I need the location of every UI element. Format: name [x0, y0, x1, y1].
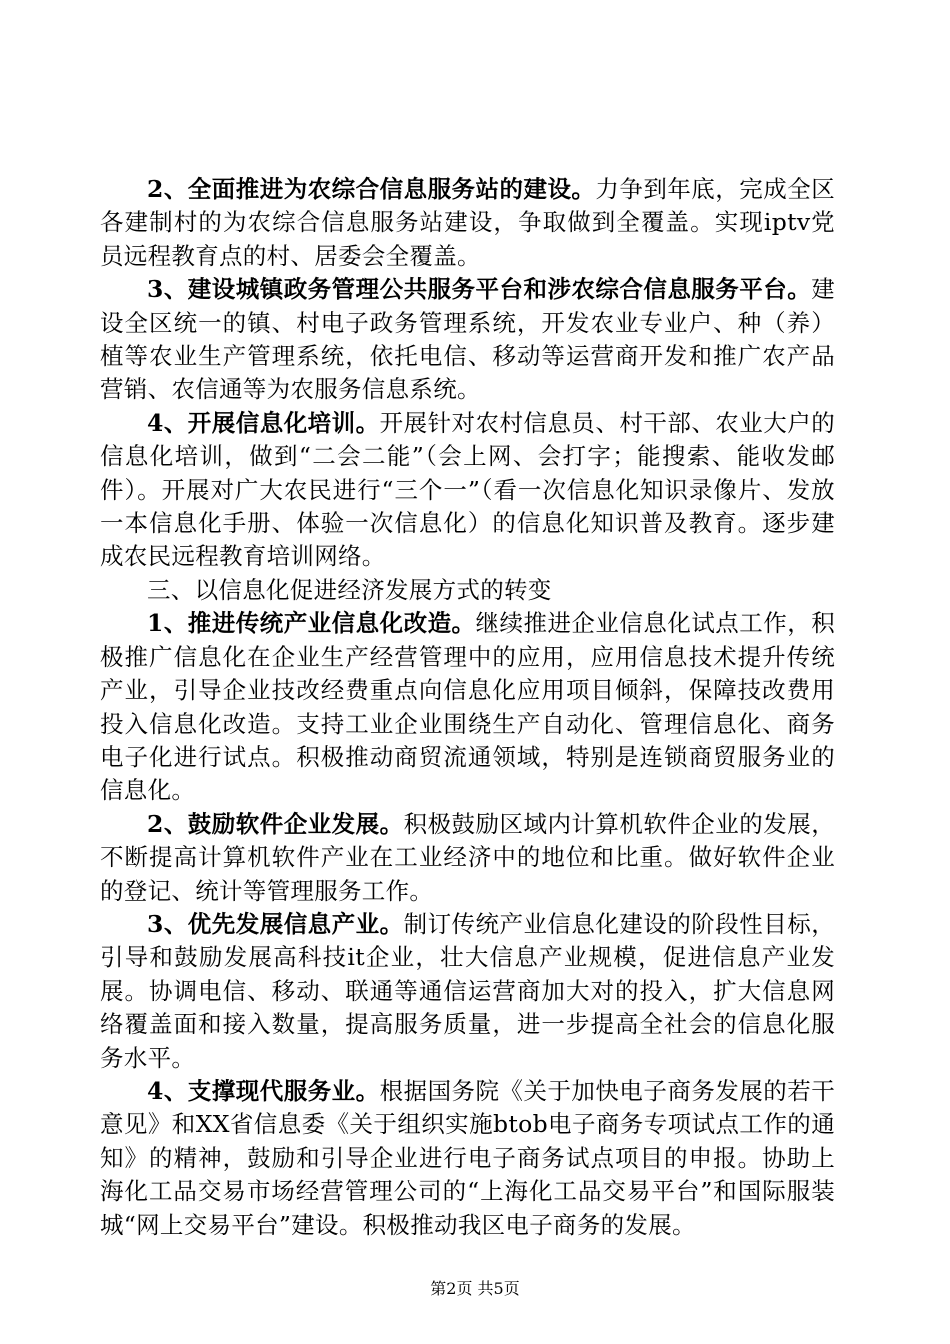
document-body	[100, 173, 835, 1242]
section-title: 三、以信息化促进经济发展方式的转变	[147, 575, 552, 604]
paragraph-3	[100, 407, 835, 574]
page-footer	[0, 1279, 950, 1299]
paragraph-heading: 4、支撑现代服务业。	[147, 1076, 380, 1105]
paragraph-text: 开展针对农村信息员、村干部、农业大户的信息化培训，做到“二会二能”（会上网、会打字；能搜索、能收发邮件）。开展对广大农民进行“三个一”（看一次信息化知识录像片、发放一本信息化手册、体验一次信息化）的信息化知识普及教育。逐步建成农民远程教育培训网络。	[100, 408, 835, 571]
paragraph-2	[100, 273, 835, 407]
paragraph-6	[100, 908, 835, 1075]
paragraph-1	[100, 173, 835, 273]
paragraph-text: 制订传统产业信息化建设的阶段性目标，引导和鼓励发展高科技it企业，壮大信息产业规模，促进信息产业发展。协调电信、移动、联通等通信运营商加大对的投入，扩大信息网络覆盖面和接入数量，提高服务质量，进一步提高全社会的信息化服务水平。	[100, 909, 835, 1072]
paragraph-heading: 4、开展信息化培训。	[147, 408, 380, 437]
paragraph-heading: 2、全面推进为农综合信息服务站的建设。	[147, 175, 596, 203]
paragraph-5	[100, 808, 835, 908]
paragraph-heading: 2、鼓励软件企业发展。	[147, 809, 404, 838]
paragraph-heading: 3、建设城镇政务管理公共服务平台和涉农综合信息服务平台。	[147, 275, 812, 304]
paragraph-text: 建设全区统一的镇、村电子政务管理系统，开发农业专业户、种（养）植等农业生产管理系统，依托电信、移动等运营商开发和推广农产品营销、农信通等为农服务信息系统。	[100, 275, 835, 404]
paragraph-4	[100, 607, 835, 807]
paragraph-text: 积极鼓励区域内计算机软件企业的发展，不断提高计算机软件产业在工业经济中的地位和比重。做好软件企业的登记、统计等管理服务工作。	[100, 809, 835, 905]
section-heading	[100, 574, 835, 607]
paragraph-text: 继续推进企业信息化试点工作，积极推广信息化在企业生产经营管理中的应用，应用信息技术提升传统产业，引导企业技改经费重点向信息化应用项目倾斜，保障技改费用投入信息化改造。支持工业企业围绕生产自动化、管理信息化、商务电子化进行试点。积极推动商贸流通领域，特别是连锁商贸服务业的信息化。	[100, 609, 835, 805]
paragraph-text: 根据国务院《关于加快电子商务发展的若干意见》和XX省信息委《关于组织实施btob电子商务专项试点工作的通知》的精神，鼓励和引导企业进行电子商务试点项目的申报。协助上海化工品交易市场经营管理公司的“上海化工品交易平台”和国际服装城“网上交易平台”建设。积极推动我区电子商务的发展。	[100, 1076, 835, 1239]
paragraph-heading: 3、优先发展信息产业。	[147, 909, 404, 938]
paragraph-heading: 1、推进传统产业信息化改造。	[147, 609, 476, 638]
page-number: 第2页 共5页	[430, 1279, 520, 1298]
paragraph-text: 力争到年底，完成全区各建制村的为农综合信息服务站建设，争取做到全覆盖。实现iptv党员远程教育点的村、居委会全覆盖。	[100, 175, 835, 270]
paragraph-7	[100, 1075, 835, 1242]
